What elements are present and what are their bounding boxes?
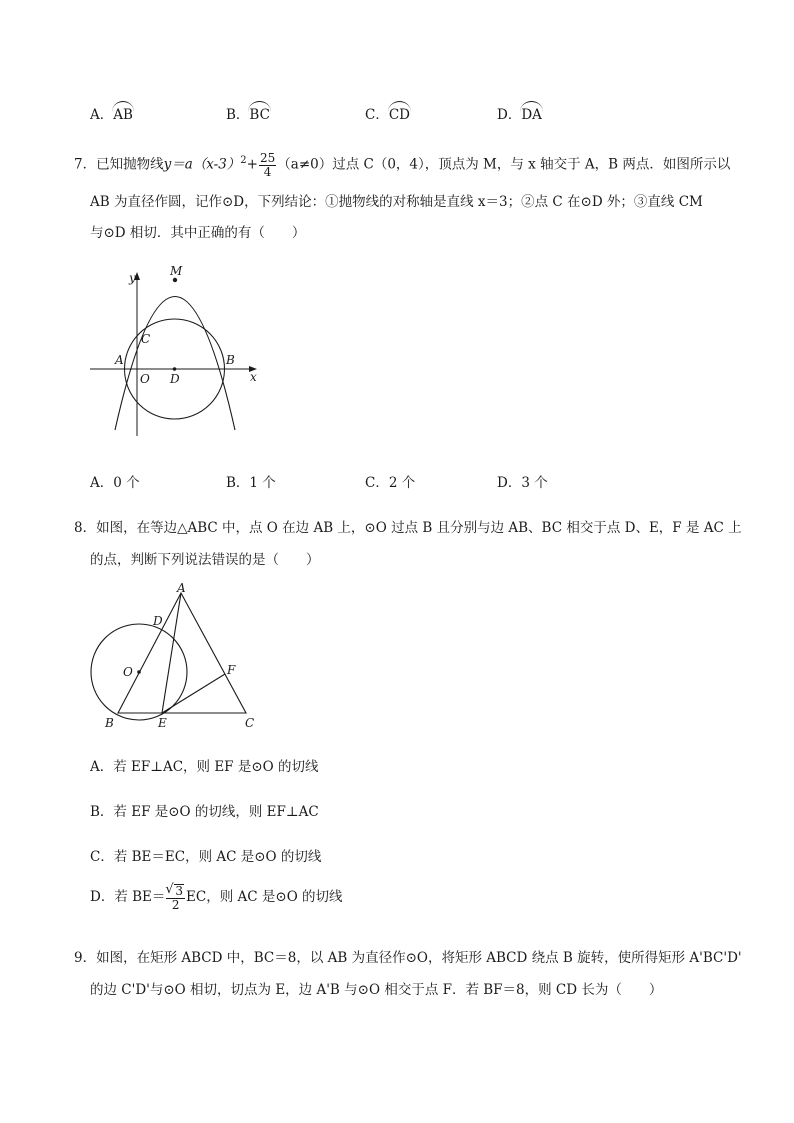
triangle-abc [118, 593, 246, 713]
sqrt-radicand: √ 3 [174, 884, 184, 898]
option-letter: B． [226, 107, 250, 123]
fraction-denominator: 2 [171, 897, 180, 912]
fraction-numerator: 25 [259, 151, 276, 165]
arc-label: CD [388, 107, 410, 123]
q7-option-c: C．2 个 [365, 475, 416, 491]
q7-exponent: 2 [240, 155, 247, 167]
label-o: O [140, 372, 150, 386]
center-o-point [137, 670, 141, 674]
q8-optd-fraction [166, 884, 185, 911]
q6-option-c [365, 103, 410, 123]
q8-option-c: C．若 BE＝EC，则 AC 是⊙O 的切线 [90, 849, 322, 865]
parabola [115, 297, 235, 431]
q7-line-2: AB 为直径作圆，记作⊙D，下列结论：①抛物线的对称轴是直线 x＝3；②点 C 在⊙D 外；③直线 CM [90, 194, 703, 210]
q7-line-1 [74, 152, 730, 178]
label-e: E [158, 716, 167, 730]
q7-option-b: B．1 个 [226, 475, 276, 491]
label-y: y [129, 271, 136, 285]
q6-option-a [90, 103, 133, 123]
q7-option-d: D．3 个 [497, 475, 548, 491]
q6-option-d [497, 103, 542, 123]
q9-line-2: 的边 C'D'与⊙O 相切，切点为 E，边 A'B 与⊙O 相交于点 F．若 BF＝8，则 CD 长为（ ） [90, 982, 663, 998]
label-d: D [153, 614, 163, 628]
label-c: C [245, 716, 255, 730]
vertex-m-point [173, 278, 177, 282]
q7-fraction [259, 152, 276, 178]
q7-option-a: A．0 个 [90, 475, 140, 491]
label-x: x [250, 370, 257, 384]
q8-option-a: A．若 EF⊥AC，则 EF 是⊙O 的切线 [90, 759, 319, 775]
q9-line-1: 9．如图，在矩形 ABCD 中，BC＝8，以 AB 为直径作⊙O，将矩形 ABCD 绕点 B 旋转，使所得矩形 A'BC'D' [74, 950, 742, 966]
q8-option-d [90, 884, 343, 911]
option-letter: A． [90, 107, 114, 123]
label-a: A [177, 582, 186, 595]
arc-label: AB [113, 107, 133, 123]
q6-option-b [226, 103, 270, 123]
segment-ef [162, 674, 225, 713]
q7-parabola-circle-figure [85, 258, 275, 438]
fraction-numerator [166, 884, 185, 899]
label-b: B [105, 716, 114, 730]
arc-label: DA [521, 107, 542, 123]
label-b: B [226, 353, 235, 367]
option-letter: D． [497, 107, 522, 123]
q7-text: 7．已知抛物线 [74, 156, 164, 173]
q8-optd-text: EC，则 AC 是⊙O 的切线 [186, 889, 343, 906]
q8-option-b: B．若 EF 是⊙O 的切线，则 EF⊥AC [90, 804, 319, 820]
q7-text: （a≠0）过点 C（0，4），顶点为 M，与 x 轴交于 A，B 两点．如图所示以 [277, 156, 731, 173]
label-d: D [170, 372, 180, 386]
arc-label: BC [249, 107, 270, 123]
label-f: F [227, 663, 236, 677]
q8-line-2: 的点，判断下列说法错误的是（ ） [90, 552, 320, 568]
label-a: A [115, 353, 124, 367]
q7-line-3: 与⊙D 相切．其中正确的有（ ） [90, 225, 306, 241]
q8-triangle-circle-figure [85, 582, 265, 732]
q7-plus: + [246, 156, 258, 173]
q7-formula: y＝a（x-3） [163, 156, 241, 173]
label-m: M [170, 264, 183, 278]
q8-optd-text: D．若 BE＝ [90, 889, 166, 906]
label-c: C [141, 332, 151, 346]
center-d-point [173, 367, 177, 371]
q8-line-1: 8．如图，在等边△ABC 中，点 O 在边 AB 上，⊙O 过点 B 且分别与边 AB、BC 相交于点 D、E，F 是 AC 上 [74, 520, 742, 536]
label-o: O [123, 665, 133, 679]
fraction-denominator: 4 [263, 164, 272, 179]
option-letter: C． [365, 107, 389, 123]
